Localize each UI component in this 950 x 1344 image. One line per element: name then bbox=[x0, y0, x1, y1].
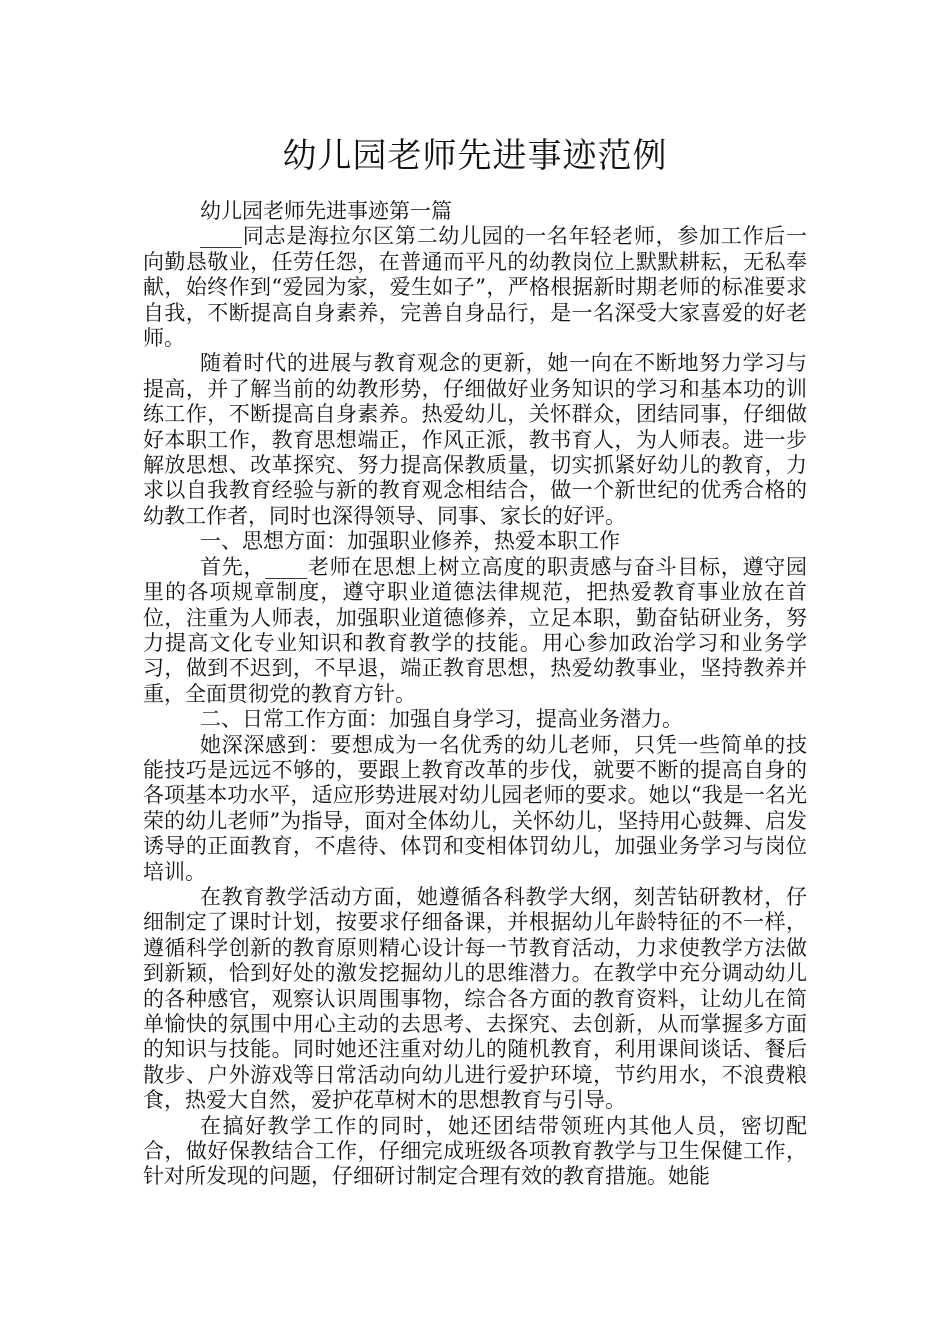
paragraph-daily-work: 她深深感到：要想成为一名优秀的幼儿老师，只凭一些简单的技能技巧是远远不够的，要跟上教育改革的步伐，就要不断的提高自身的各项基本功水平，适应形势进展对幼儿园老师的要求。她以“我是一名光荣的幼儿老师”为指导，面对全体幼儿，关怀幼儿，坚持用心鼓舞、启发诱导的正面教育，不虐待、体罚和变相体罚幼儿，加强业务学习与岗位培训。 bbox=[143, 732, 807, 884]
paragraph-intro: ____同志是海拉尔区第二幼儿园的一名年轻老师，参加工作后一向勤恳敬业，任劳任怨，在普通而平凡的幼教岗位上默默耕耘，无私奉献，始终作到“爱园为家，爱生如子”，严格根据新时期老师的标准要求自我，不断提高自身素养，完善自身品行，是一名深受大家喜爱的好老师。 bbox=[143, 224, 807, 351]
section-heading-daily-work: 二、日常工作方面：加强自身学习，提高业务潜力。 bbox=[200, 707, 683, 732]
paragraph-teamwork: 在搞好教学工作的同时，她还团结带领班内其他人员，密切配合，做好保教结合工作，仔细完成班级各项教育教学与卫生保健工作，针对所发现的问题，仔细研讨制定合理有效的教育措施。她能 bbox=[143, 1113, 807, 1189]
article-subtitle: 幼儿园老师先进事迹第一篇 bbox=[200, 199, 452, 223]
document-page bbox=[143, 0, 807, 1190]
section-heading-ideology: 一、思想方面：加强职业修养，热爱本职工作 bbox=[200, 529, 620, 554]
paragraph-development: 随着时代的进展与教育观念的更新，她一向在不断地努力学习与提高，并了解当前的幼教形势，仔细做好业务知识的学习和基本功的训练工作，不断提高自身素养。热爱幼儿，关怀群众，团结同事，仔细做好本职工作，教育思想端正，作风正派，教书育人，为人师表。进一步解放思想、改革探究、努力提高保教质量，切实抓紧好幼儿的教育，力求以自我教育经验与新的教育观念相结合，做一个新世纪的优秀合格的幼教工作者，同时也深得领导、同事、家长的好评。 bbox=[143, 351, 807, 528]
page-title: 幼儿园老师先进事迹范例 bbox=[282, 136, 668, 176]
paragraph-teaching: 在教育教学活动方面，她遵循各科教学大纲，刻苦钻研教材，仔细制定了课时计划，按要求仔细备课，并根据幼儿年龄特征的不一样，遵循科学创新的教育原则精心设计每一节教育活动，力求使教学方法做到新颖，恰到好处的激发挖掘幼儿的思维潜力。在教学中充分调动幼儿的各种感官，观察认识周围事物，综合各方面的教育资料，让幼儿在简单愉快的氛围中用心主动的去思考、去探究、去创新，从而掌握多方面的知识与技能。同时她还注重对幼儿的随机教育，利用课间谈话、餐后散步、户外游戏等日常活动向幼儿进行爱护环境，节约用水，不浪费粮食，热爱大自然，爱护花草树木的思想教育与引导。 bbox=[143, 884, 807, 1113]
paragraph-ideology: 首先，____老师在思想上树立高度的职责感与奋斗目标，遵守园里的各项规章制度，遵守职业道德法律规范，把热爱教育事业放在首位，注重为人师表，加强职业道德修养，立足本职，勤奋钻研业务，努力提高文化专业知识和教育教学的技能。用心参加政治学习和业务学习，做到不迟到，不早退，端正教育思想，热爱幼教事业，坚持教养并重，全面贯彻党的教育方针。 bbox=[143, 554, 807, 706]
